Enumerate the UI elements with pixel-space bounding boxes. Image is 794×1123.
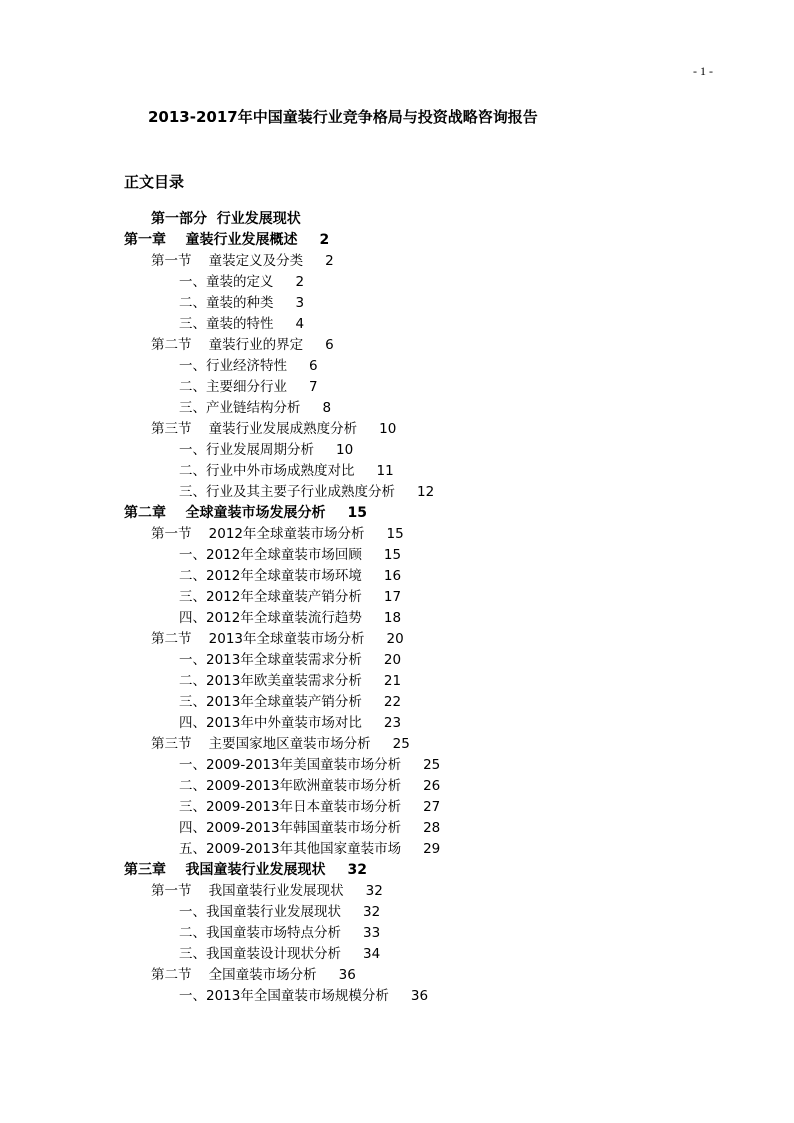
toc-entry-page: 32 — [363, 904, 381, 920]
toc-entry-label: 一、童装的定义 — [179, 274, 274, 290]
toc-entry-label: 二、2013年欧美童装需求分析 — [179, 673, 362, 689]
toc-item-row[interactable] — [0, 566, 794, 587]
toc-entry-label: 二、童装的种类 — [179, 295, 274, 311]
toc-entry-page: 25 — [423, 757, 441, 773]
toc-item-row[interactable] — [0, 776, 794, 797]
toc-entry-label: 第三节 主要国家地区童装市场分析 — [151, 736, 371, 752]
toc-entry-label: 三、产业链结构分析 — [179, 400, 301, 416]
toc-section-row[interactable] — [0, 629, 794, 650]
toc-item-row[interactable] — [0, 902, 794, 923]
toc-heading: 正文目录 — [124, 173, 185, 191]
toc-item-row[interactable] — [0, 818, 794, 839]
toc-item-row[interactable] — [0, 713, 794, 734]
toc-entry-page: 36 — [338, 967, 356, 983]
toc-entry-label: 四、2009-2013年韩国童装市场分析 — [179, 820, 402, 836]
toc-entry-page: 3 — [295, 295, 305, 311]
toc-entry-label: 二、2009-2013年欧洲童装市场分析 — [179, 778, 402, 794]
toc-item-row[interactable] — [0, 755, 794, 776]
toc-chapter-row[interactable] — [0, 860, 794, 881]
toc-entry-page: 2 — [319, 232, 330, 248]
toc-entry-label: 第三节 童装行业发展成熟度分析 — [151, 421, 358, 437]
toc-entry-page: 6 — [309, 358, 318, 374]
toc-chapter-row[interactable] — [0, 230, 794, 251]
toc-section-row[interactable] — [0, 251, 794, 272]
toc-entry-label: 一、2013年全球童装需求分析 — [179, 652, 362, 668]
toc-entry-page: 32 — [347, 862, 367, 878]
toc-entry-label: 四、2012年全球童装流行趋势 — [179, 610, 362, 626]
toc-entry-label: 一、2009-2013年美国童装市场分析 — [179, 757, 402, 773]
toc-entry-page: 2 — [325, 253, 334, 269]
toc-section-row[interactable] — [0, 524, 794, 545]
toc-item-row[interactable] — [0, 440, 794, 461]
toc-entry-page: 10 — [336, 442, 354, 458]
toc-entry-label: 三、行业及其主要子行业成熟度分析 — [179, 484, 395, 500]
toc-entry-label: 第一章 童装行业发展概述 — [124, 232, 298, 248]
toc-entry-label: 第一节 童装定义及分类 — [151, 253, 304, 269]
toc-entry-page: 10 — [379, 421, 397, 437]
toc-entry-label: 三、我国童装设计现状分析 — [179, 946, 341, 962]
toc-section-row[interactable] — [0, 965, 794, 986]
toc-entry-page: 33 — [363, 925, 381, 941]
toc-item-row[interactable] — [0, 587, 794, 608]
toc-item-row[interactable] — [0, 671, 794, 692]
toc-entry-page: 11 — [376, 463, 394, 479]
toc-entry-page: 34 — [363, 946, 381, 962]
toc-section-row[interactable] — [0, 734, 794, 755]
toc-entry-label: 第二节 童装行业的界定 — [151, 337, 304, 353]
toc-item-row[interactable] — [0, 797, 794, 818]
toc-entry-label: 二、我国童装市场特点分析 — [179, 925, 341, 941]
toc-item-row[interactable] — [0, 923, 794, 944]
toc-item-row[interactable] — [0, 986, 794, 1007]
toc-entry-label: 二、主要细分行业 — [179, 379, 287, 395]
toc-chapter-row[interactable] — [0, 503, 794, 524]
toc-entry-page: 15 — [386, 526, 404, 542]
toc-entry-page: 4 — [295, 316, 305, 332]
toc-entry-label: 二、2012年全球童装市场环境 — [179, 568, 362, 584]
toc-entry-page: 2 — [295, 274, 305, 290]
toc-entry-page: 27 — [423, 799, 441, 815]
toc-item-row[interactable] — [0, 650, 794, 671]
toc-entry-label: 第二节 全国童装市场分析 — [151, 967, 317, 983]
toc-entry-page: 22 — [383, 694, 402, 710]
toc-entry-label: 第三章 我国童装行业发展现状 — [124, 862, 326, 878]
toc-entry-page: 36 — [410, 988, 429, 1004]
toc-section-row[interactable] — [0, 419, 794, 440]
toc-entry-label: 四、2013年中外童装市场对比 — [179, 715, 362, 731]
toc-entry-page: 20 — [386, 631, 404, 647]
toc-entry-label: 一、2012年全球童装市场回顾 — [179, 547, 362, 563]
toc-item-row[interactable] — [0, 314, 794, 335]
toc-entry-page: 26 — [423, 778, 441, 794]
toc-entry-page: 12 — [417, 484, 435, 500]
table-of-contents — [0, 209, 794, 1007]
toc-entry-page: 17 — [383, 589, 402, 605]
toc-entry-page: 15 — [347, 505, 367, 521]
toc-item-row[interactable] — [0, 272, 794, 293]
toc-entry-label: 一、行业发展周期分析 — [179, 442, 314, 458]
toc-item-row[interactable] — [0, 608, 794, 629]
toc-entry-label: 第一部分 行业发展现状 — [151, 211, 301, 227]
toc-entry-page: 8 — [322, 400, 332, 416]
toc-entry-label: 三、2013年全球童装产销分析 — [179, 694, 362, 710]
toc-entry-page: 32 — [365, 883, 383, 899]
toc-entry-label: 三、2012年全球童装产销分析 — [179, 589, 362, 605]
toc-item-row[interactable] — [0, 692, 794, 713]
toc-item-row[interactable] — [0, 944, 794, 965]
toc-item-row[interactable] — [0, 482, 794, 503]
toc-section-row[interactable] — [0, 335, 794, 356]
toc-entry-page: 29 — [423, 841, 441, 857]
toc-entry-label: 第二节 2013年全球童装市场分析 — [151, 631, 365, 647]
toc-section-row[interactable] — [0, 881, 794, 902]
toc-entry-label: 三、2009-2013年日本童装市场分析 — [179, 799, 402, 815]
toc-entry-label: 第一节 2012年全球童装市场分析 — [151, 526, 365, 542]
toc-item-row[interactable] — [0, 377, 794, 398]
toc-entry-label: 第一节 我国童装行业发展现状 — [151, 883, 344, 899]
toc-entry-page: 25 — [392, 736, 410, 752]
toc-item-row[interactable] — [0, 461, 794, 482]
toc-entry-page: 20 — [383, 652, 402, 668]
toc-item-row[interactable] — [0, 398, 794, 419]
toc-entry-label: 五、2009-2013年其他国家童装市场 — [179, 841, 402, 857]
toc-entry-label: 一、我国童装行业发展现状 — [179, 904, 341, 920]
toc-entry-label: 第二章 全球童装市场发展分析 — [124, 505, 326, 521]
toc-entry-label: 一、2013年全国童装市场规模分析 — [179, 988, 389, 1004]
toc-entry-page: 6 — [325, 337, 334, 353]
toc-entry-page: 21 — [383, 673, 402, 689]
toc-entry-page: 16 — [383, 568, 402, 584]
toc-entry-page: 7 — [309, 379, 318, 395]
toc-entry-label: 一、行业经济特性 — [179, 358, 287, 374]
toc-part-row[interactable] — [0, 209, 794, 230]
document-title: 2013-2017年中国童装行业竞争格局与投资战略咨询报告 — [148, 108, 538, 126]
toc-entry-page: 18 — [383, 610, 402, 626]
toc-item-row[interactable] — [0, 293, 794, 314]
toc-entry-label: 二、行业中外市场成熟度对比 — [179, 463, 355, 479]
toc-entry-label: 三、童装的特性 — [179, 316, 274, 332]
toc-entry-page: 23 — [383, 715, 402, 731]
toc-item-row[interactable] — [0, 839, 794, 860]
toc-entry-page: 15 — [383, 547, 402, 563]
toc-item-row[interactable] — [0, 545, 794, 566]
toc-item-row[interactable] — [0, 356, 794, 377]
toc-entry-page: 28 — [423, 820, 441, 836]
page-number: - 1 - — [693, 64, 713, 78]
